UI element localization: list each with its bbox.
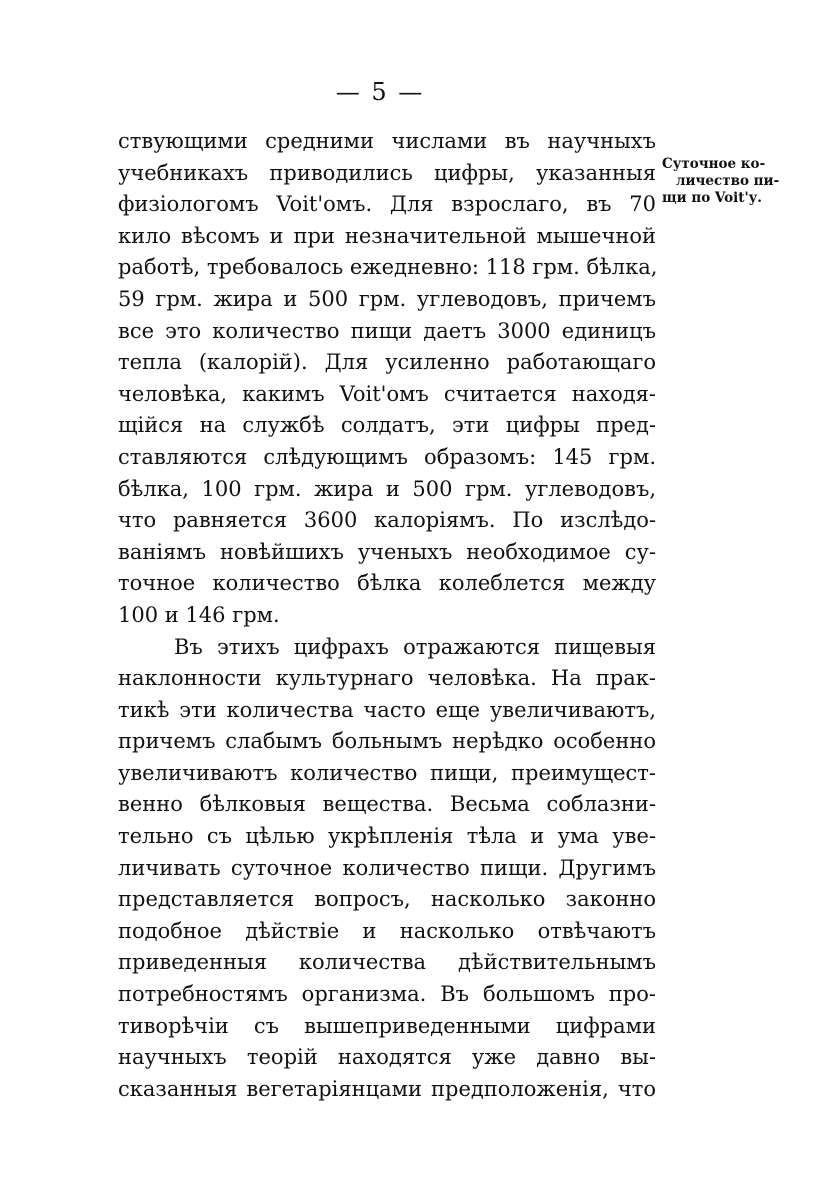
text-line: учебникахъ приводились цифры, указанныя xyxy=(118,160,656,185)
text-line: 100 и 146 грм. xyxy=(118,602,280,627)
text-line: человѣка, какимъ Voit'омъ считается находя- xyxy=(118,381,656,406)
marginal-note-line: щи по Voit'у. xyxy=(662,190,762,206)
text-line: представляется вопросъ, насколько законно xyxy=(118,887,656,912)
text-line: тепла (калорій). Для усиленно работающаго xyxy=(118,350,656,375)
text-line: работѣ, требовалось ежедневно: 118 грм. бѣлка, xyxy=(118,255,658,280)
text-line: 59 грм. жира и 500 грм. углеводовъ, причемъ xyxy=(118,286,656,311)
text-line: тельно съ цѣлью укрѣпленія тѣла и ума уве- xyxy=(118,824,656,849)
text-line: личивать суточное количество пищи. Другимъ xyxy=(118,855,656,880)
text-line: физіологомъ Voit'омъ. Для взрослаго, въ 70 xyxy=(118,192,656,217)
text-line: точное количество бѣлка колеблется между xyxy=(118,571,656,596)
marginal-note-line: личество пи- xyxy=(676,173,780,189)
text-line: наклонности культурнаго человѣка. На прак- xyxy=(118,666,656,691)
text-line: сказанныя вегетаріянцами предположенія, что xyxy=(118,1076,656,1101)
text-line: все это количество пищи даетъ 3000 единицъ xyxy=(118,318,656,343)
marginal-note xyxy=(662,156,782,207)
text-line: щійся на службѣ солдатъ, эти цифры пред- xyxy=(118,413,656,438)
text-line: кило вѣсомъ и при незначительной мышечной xyxy=(118,223,656,248)
paragraph-start-line: Въ этихъ цифрахъ отражаются пищевыя xyxy=(174,634,656,659)
text-line: ставляются слѣдующимъ образомъ: 145 грм. xyxy=(118,444,656,469)
text-line: потребностямъ организма. Въ большомъ про- xyxy=(118,982,656,1007)
text-line: тикѣ эти количества часто еще увеличиваютъ, xyxy=(118,697,656,722)
text-line: подобное дѣйствіе и насколько отвѣчаютъ xyxy=(118,918,656,943)
text-line: венно бѣлковыя вещества. Весьма соблазни- xyxy=(118,792,656,817)
text-line: ствующими средними числами въ научныхъ xyxy=(118,129,656,153)
marginal-note-line: Суточное ко- xyxy=(662,156,766,172)
text-line: ваніямъ новѣйшихъ ученыхъ необходимое су- xyxy=(118,539,656,564)
text-line: тиворѣчіи съ вышеприведенными цифрами xyxy=(118,1013,656,1038)
text-line: причемъ слабымъ больнымъ нерѣдко особенно xyxy=(118,729,656,754)
text-line: что равняется 3600 калоріямъ. По изслѣдо- xyxy=(118,508,656,533)
body-text xyxy=(118,126,656,1105)
text-line: научныхъ теорій находятся уже давно вы- xyxy=(118,1045,656,1070)
page-number: — 5 — xyxy=(335,78,425,106)
text-line: приведенныя количества дѣйствительнымъ xyxy=(118,950,656,975)
text-line: увеличиваютъ количество пищи, преимущест- xyxy=(118,760,656,785)
text-line: бѣлка, 100 грм. жира и 500 грм. углеводовъ, xyxy=(118,476,656,501)
